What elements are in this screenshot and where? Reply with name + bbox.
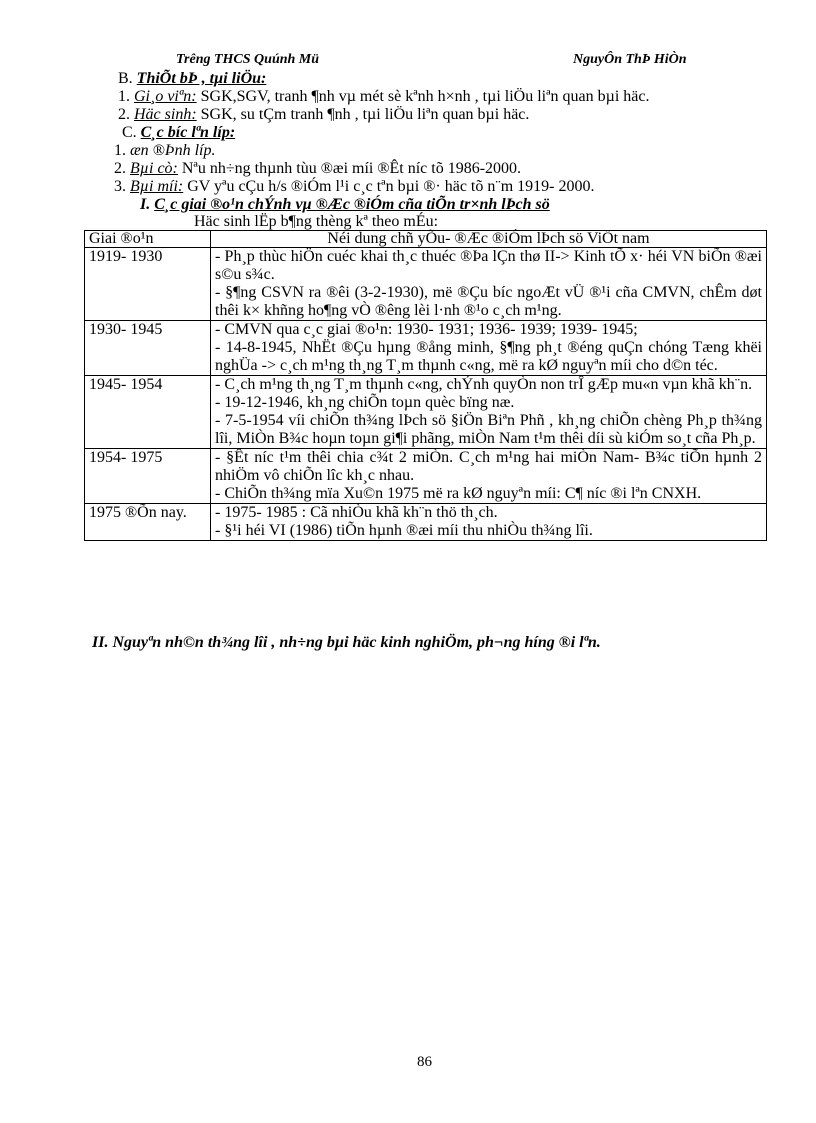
- item-label: Häc sinh:: [134, 106, 197, 123]
- section-c-title: C¸c bíc lªn líp:: [140, 124, 236, 141]
- part1-intro: Häc sinh lËp b¶ng thèng kª theo mÉu:: [194, 213, 439, 230]
- content-cell: [211, 248, 767, 321]
- table-row: [85, 449, 767, 504]
- section-c-heading: [122, 124, 235, 142]
- item-number: 2.: [114, 160, 126, 177]
- content-line: - 14-8-1945, NhËt ®Çu hµng ®ång minh, §¶ng ph¸t ®éng quÇn chóng Tæng khëi nghÜa -> c¸ch m¹ng th¸ng T¸m thµnh c«ng, më ra kØ nguyªn míi cho d©n téc.: [215, 339, 762, 374]
- item-number: 1.: [118, 88, 130, 105]
- period-cell: 1975 ®Õn nay.: [85, 504, 211, 541]
- header-author: NguyÔn ThÞ HiÒn: [573, 52, 687, 67]
- table-header-row: [85, 231, 767, 248]
- item-label: Bµi cò:: [130, 160, 178, 177]
- period-cell: 1954- 1975: [85, 449, 211, 504]
- content-cell: [211, 376, 767, 449]
- item-text: SGK, su tÇm tranh ¶nh , tµi liÖu liªn quan bµi häc.: [196, 106, 530, 123]
- content-line: - §¹i héi VI (1986) tiÕn hµnh ®æi míi thu nhiÒu th¾ng lîi.: [215, 522, 593, 539]
- section-c-item-2: [114, 160, 521, 178]
- item-label: Gi¸o viªn:: [134, 88, 197, 105]
- part2-heading: II. Nguyªn nh©n th¾ng lîi , nh÷ng bµi häc kinh nghiÖm, ph¬ng híng ®i lªn.: [92, 634, 601, 651]
- section-b-item-student: [118, 106, 529, 124]
- section-c-prefix: C.: [122, 124, 137, 141]
- table-row: [85, 376, 767, 449]
- part1-number: I.: [140, 196, 151, 213]
- content-line: - Ph¸p thùc hiÖn cuéc khai th¸c thuéc ®Þa lÇn thø II-> Kinh tÕ x· héi VN biÕn ®æi s©u s¾c.: [215, 248, 762, 283]
- item-number: 2.: [118, 106, 130, 123]
- content-cell: [211, 449, 767, 504]
- item-number: 1.: [114, 142, 126, 159]
- part1-title: C¸c giai ®o¹n chÝnh vµ ®Æc ®iÓm cña tiÕn tr×nh lÞch sö: [154, 196, 550, 213]
- history-periods-table: [84, 230, 767, 541]
- item-label: Bµi míi:: [130, 178, 184, 195]
- content-cell: [211, 504, 767, 541]
- section-c-item-1: [114, 142, 216, 160]
- content-line: - CMVN qua c¸c giai ®o¹n: 1930- 1931; 1936- 1939; 1939- 1945;: [215, 321, 638, 338]
- section-b-prefix: B.: [118, 70, 133, 87]
- part1-heading: [140, 196, 550, 214]
- content-line: - C¸ch m¹ng th¸ng T¸m thµnh c«ng, chÝnh quyÒn non trÎ gÆp mu«n vµn khã kh¨n.: [215, 376, 753, 393]
- period-cell: 1919- 1930: [85, 248, 211, 321]
- content-line: - 7-5-1954 víi chiÕn th¾ng lÞch sö §iÖn Biªn Phñ , kh¸ng chiÕn chèng Ph¸p th¾ng lîi, MiÒn B¾c hoµn toµn gi¶i phãng, miÒn Nam t¹m thêi díi sù kiÓm so¸t cña Ph¸p.: [215, 412, 762, 447]
- content-line: - 1975- 1985 : Cã nhiÒu khã kh¨n thö th¸ch.: [215, 504, 498, 521]
- table-row: [85, 504, 767, 541]
- table-row: [85, 321, 767, 376]
- item-text: GV yªu cÇu h/s ®iÓm l¹i c¸c tªn bµi ®· häc tõ n¨m 1919- 2000.: [183, 178, 595, 195]
- column-header-content: Néi dung chñ yÕu- ®Æc ®iÓm lÞch sö ViÖt nam: [211, 231, 767, 248]
- item-text: Nªu nh÷ng thµnh tùu ®æi míi ®Êt níc tõ 1986-2000.: [177, 160, 522, 177]
- section-b-title: ThiÕt bÞ , tµi liÖu:: [136, 70, 267, 87]
- content-cell: [211, 321, 767, 376]
- period-cell: 1945- 1954: [85, 376, 211, 449]
- content-line: - ChiÕn th¾ng mïa Xu©n 1975 më ra kØ nguyªn míi: C¶ níc ®i lªn CNXH.: [215, 485, 702, 502]
- page-number: 86: [417, 1054, 432, 1070]
- item-text: SGK,SGV, tranh ¶nh vµ mét sè kªnh h×nh , tµi liÖu liªn quan bµi häc.: [196, 88, 650, 105]
- section-b-heading: [118, 70, 266, 88]
- item-label: æn ®Þnh líp.: [130, 142, 216, 159]
- table-row: [85, 248, 767, 321]
- content-line: - §Êt níc t¹m thêi chia c¾t 2 miÒn. C¸ch m¹ng hai miÒn Nam- B¾c tiÕn hµnh 2 nhiÖm vô chiÕn lîc kh¸c nhau.: [215, 449, 762, 484]
- period-cell: 1930- 1945: [85, 321, 211, 376]
- content-line: - §¶ng CSVN ra ®êi (3-2-1930), më ®Çu bíc ngoÆt vÜ ®¹i cña CMVN, chÊm døt thêi k× khñng ho¶ng vÒ ®êng lèi l·nh ®¹o c¸ch m¹ng.: [215, 284, 762, 319]
- section-b-item-teacher: [118, 88, 650, 106]
- content-line: - 19-12-1946, kh¸ng chiÕn toµn quèc bïng næ.: [215, 394, 515, 411]
- column-header-period: Giai ®o¹n: [85, 231, 211, 248]
- item-number: 3.: [114, 178, 126, 195]
- header-school: Trêng THCS Quúnh Mü: [176, 52, 320, 67]
- section-c-item-3: [114, 178, 594, 196]
